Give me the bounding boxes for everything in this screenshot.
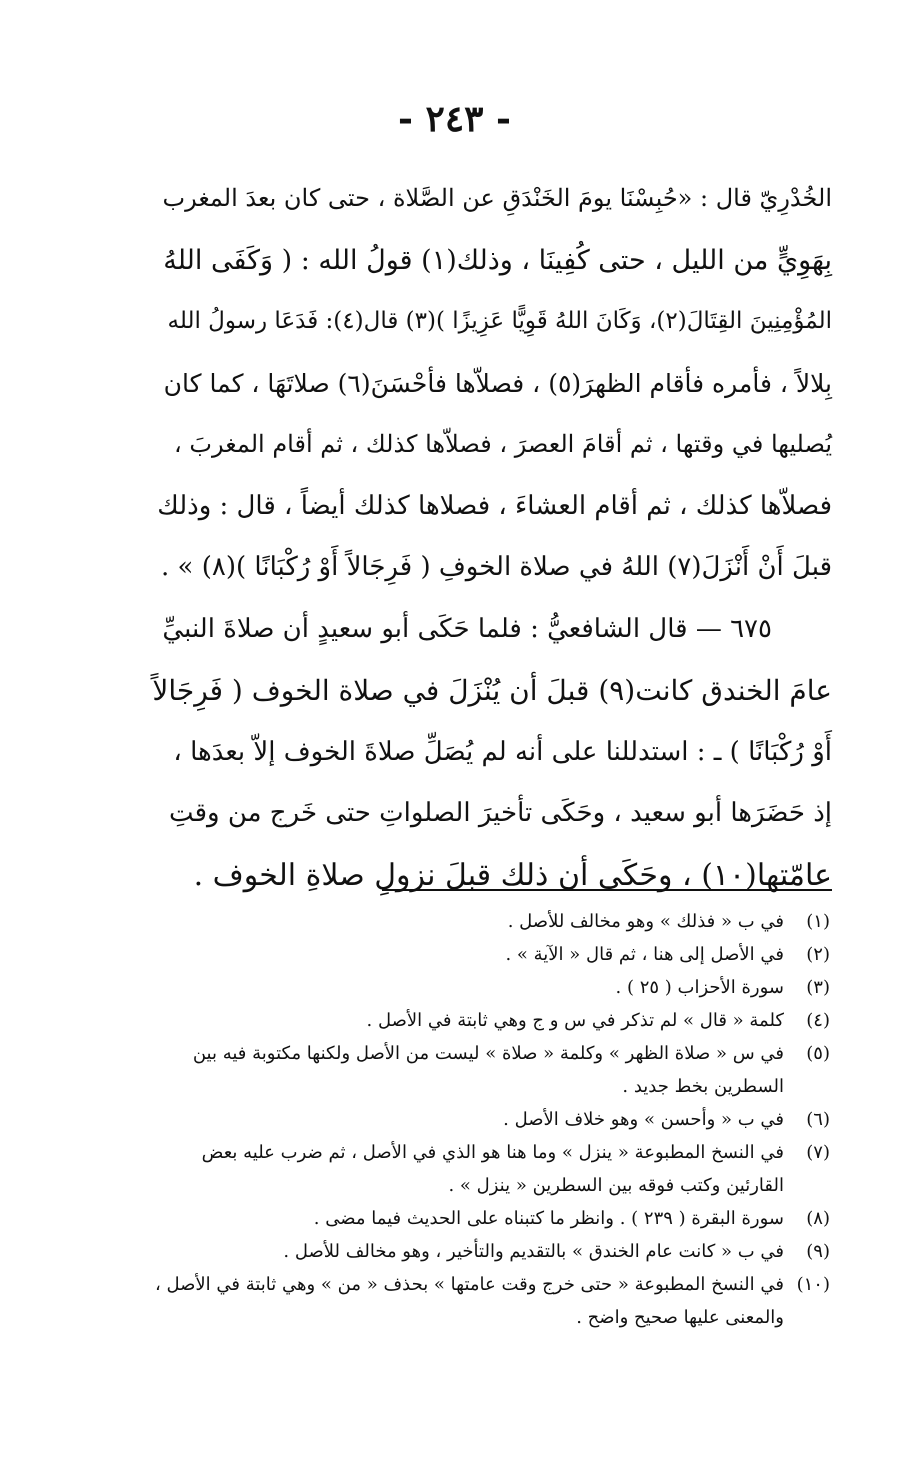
text-line: ٦٧٥ — قال الشافعيُّ : فلما حَكَى أبو سعيدٍ أن صلاةَ النبيِّ — [162, 613, 772, 644]
footnote-number: (١٠) — [796, 1274, 830, 1295]
text-line: يُصليها في وقتها ، ثم أقامَ العصرَ ، فصلاّها كذلك ، ثم أقام المغربَ ، — [174, 430, 832, 458]
footnote-text: كلمة « قال » لم تذكر في س و ج وهي ثابتة في الأصل . — [366, 1010, 784, 1031]
footnote — [150, 905, 830, 938]
text-line: المُؤْمِنِينَ القِتَالَ(٢)، وَكَانَ اللهُ قَوِيًّا عَزِيزًا )(٣) قال(٤): فَدَعَا رسولُ الله — [167, 308, 832, 334]
footnote — [150, 1037, 830, 1103]
footnote — [150, 1235, 830, 1268]
footnote-text: في ب « كانت عام الخندق » بالتقديم والتأخير ، وهو مخالف للأصل . — [283, 1241, 784, 1262]
footnote-divider — [382, 889, 832, 891]
text-line: بِلالاً ، فأمره فأقام الظهرَ(٥) ، فصلاّها فأحْسَنَ(٦) صلاتَهَا ، كما كان — [163, 368, 832, 398]
footnote-text: في ب « وأحسن » وهو خلاف الأصل . — [503, 1109, 784, 1130]
main-text — [150, 168, 832, 906]
footnote-number: (٣) — [806, 977, 830, 998]
text-line: قبلَ أَنْ أَنْزَلَ(٧) اللهُ في صلاة الخوفِ ( فَرِجَالاً أَوْ رُكْبَانًا )(٨) » . — [161, 552, 832, 582]
footnote — [150, 1136, 830, 1202]
text-line: فصلاّها كذلك ، ثم أقام العشاءَ ، فصلاها كذلك أيضاً ، قال : وذلك — [157, 490, 832, 521]
footnote-number: (٤) — [806, 1010, 830, 1031]
footnotes — [150, 905, 830, 1334]
text-line: بِهَوِيٍّ من الليل ، حتى كُفِينَا ، وذلك(١) قولُ الله : ( وَكَفَى اللهُ — [163, 244, 832, 276]
footnote — [150, 938, 830, 971]
footnote-number: (٥) — [806, 1043, 830, 1064]
footnote-number: (٨) — [806, 1208, 830, 1229]
footnote-number: (١) — [806, 911, 830, 932]
footnote — [150, 1004, 830, 1037]
footnote — [150, 1202, 830, 1235]
text-line: عامَ الخندق كانت(٩) قبلَ أن يُنْزَلَ في صلاة الخوف ( فَرِجَالاً — [152, 674, 832, 707]
footnote-text: سورة الأحزاب ( ٢٥ ) . — [615, 977, 784, 998]
text-line: عامّتها(١٠) ، وحَكَى أن ذلك قبلَ نزولِ صلاةِ الخوف . — [193, 857, 832, 893]
footnote — [150, 1268, 830, 1334]
text-line: الخُدْرِيّ قال : «حُبِسْنَا يومَ الخَنْدَقِ عن الصَّلاة ، حتى كان بعدَ المغرب — [162, 184, 832, 212]
text-line: إذ حَضَرَها أبو سعيد ، وحَكَى تأخيرَ الصلواتِ حتى خَرج من وقتِ — [169, 798, 832, 828]
footnote-number: (٦) — [806, 1109, 830, 1130]
page-number: - ٢٤٣ - — [398, 98, 511, 140]
footnote-number: (٢) — [806, 944, 830, 965]
footnote — [150, 971, 830, 1004]
footnote — [150, 1103, 830, 1136]
footnote-number: (٩) — [806, 1241, 830, 1262]
footnote-text: سورة البقرة ( ٢٣٩ ) . وانظر ما كتبناه على الحديث فيما مضى . — [313, 1208, 784, 1229]
footnote-text: في س « صلاة الظهر » وكلمة « صلاة » ليست من الأصل ولكنها مكتوبة فيه بين السطرين بخط جديد . — [192, 1043, 784, 1097]
text-line: أَوْ رُكْبَانًا ) ـ : استدللنا على أنه لم يُصَلِّ صلاةَ الخوف إلاّ بعدَها ، — [173, 736, 832, 767]
footnote-text: في النسخ المطبوعة « ينزل » وما هنا هو الذي في الأصل ، ثم ضرب عليه بعض القارئين وكتب فوقه بين السطرين « ينزل » . — [201, 1142, 784, 1196]
footnote-text: في الأصل إلى هنا ، ثم قال « الآية » . — [505, 944, 784, 965]
footnote-text: في النسخ المطبوعة « حتى خرج وقت عامتها » بحذف « من » وهي ثابتة في الأصل ، والمعنى عليها صحيح واضح . — [154, 1274, 784, 1328]
footnote-text: في ب « فذلك » وهو مخالف للأصل . — [507, 911, 784, 932]
footnote-number: (٧) — [806, 1142, 830, 1163]
